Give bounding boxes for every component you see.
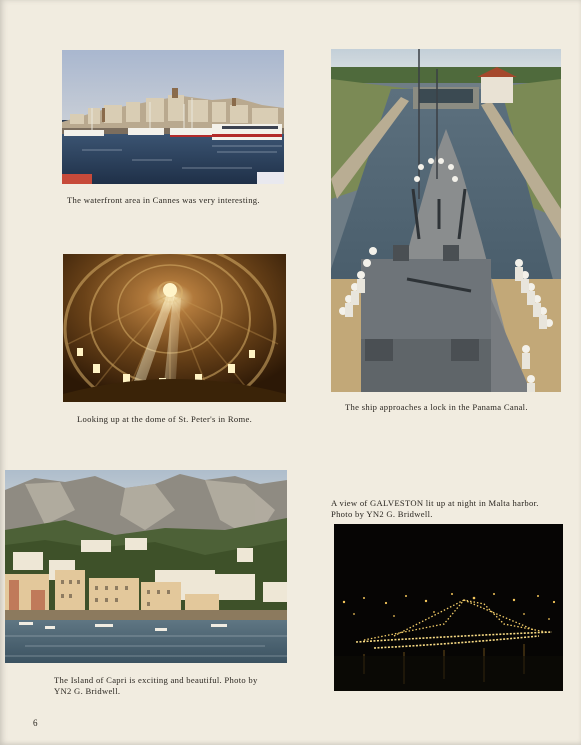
malta-harbor-night-photo bbox=[334, 524, 563, 691]
malta-caption-line1: A view of GALVESTON lit up at night in Malta harbor. bbox=[331, 498, 539, 508]
capri-island-photo bbox=[5, 470, 287, 663]
dome-caption: Looking up at the dome of St. Peter's in Rome. bbox=[77, 414, 253, 424]
st-peters-dome-photo bbox=[63, 254, 286, 402]
malta-caption bbox=[331, 498, 539, 519]
capri-caption bbox=[54, 675, 258, 696]
capri-caption-line1: The Island of Capri is exciting and beautiful. Photo by bbox=[54, 675, 258, 685]
malta-caption-line2: Photo by YN2 G. Bridwell. bbox=[331, 508, 433, 519]
cannes-waterfront-photo bbox=[62, 50, 284, 184]
cannes-caption: The waterfront area in Cannes was very interesting. bbox=[67, 195, 260, 205]
panama-canal-photo bbox=[331, 49, 561, 392]
page-number: 6 bbox=[33, 718, 38, 728]
capri-caption-line2: YN2 G. Bridwell. bbox=[54, 685, 121, 696]
panama-caption: The ship approaches a lock in the Panama Canal. bbox=[345, 402, 528, 412]
